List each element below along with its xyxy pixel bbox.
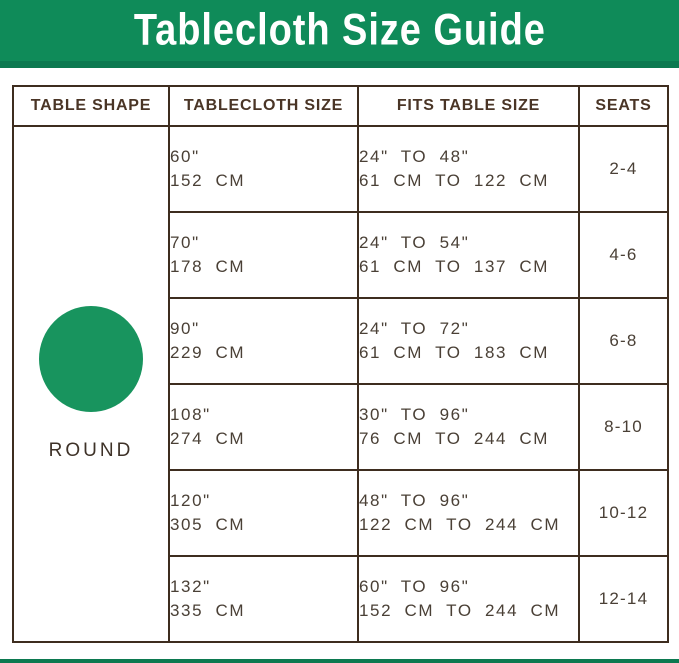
fits-inches: 30" TO 96" bbox=[359, 405, 470, 424]
size-inches: 108" bbox=[170, 405, 211, 424]
seats-cell bbox=[579, 470, 668, 556]
size-inches: 70" bbox=[170, 233, 200, 252]
size-guide-table bbox=[12, 85, 669, 643]
column-header-tablecloth-size: TABLECLOTH SIZE bbox=[169, 86, 358, 126]
seats-cell bbox=[579, 384, 668, 470]
seats-cell bbox=[579, 298, 668, 384]
fits-inches: 24" TO 72" bbox=[359, 319, 470, 338]
tablecloth-size-cell bbox=[169, 126, 358, 212]
fits-cm: 122 CM TO 244 CM bbox=[359, 515, 561, 534]
table-shape-cell bbox=[13, 126, 169, 642]
fits-table-size-cell bbox=[358, 212, 579, 298]
tablecloth-size-cell bbox=[169, 212, 358, 298]
column-header-seats: SEATS bbox=[579, 86, 668, 126]
header-row bbox=[13, 86, 668, 126]
fits-inches: 60" TO 96" bbox=[359, 577, 470, 596]
column-header-fits-table-size: FITS TABLE SIZE bbox=[358, 86, 579, 126]
size-inches: 132" bbox=[170, 577, 211, 596]
fits-table-size-cell bbox=[358, 298, 579, 384]
size-cm: 152 CM bbox=[170, 171, 246, 190]
size-guide-table-wrapper bbox=[12, 85, 667, 643]
size-inches: 60" bbox=[170, 147, 200, 166]
fits-table-size-cell bbox=[358, 384, 579, 470]
fits-cm: 61 CM TO 183 CM bbox=[359, 343, 550, 362]
fits-cm: 61 CM TO 122 CM bbox=[359, 171, 550, 190]
title-banner bbox=[0, 0, 679, 68]
column-header-table-shape: TABLE SHAPE bbox=[13, 86, 169, 126]
seats-value: 12-14 bbox=[598, 589, 649, 608]
size-cm: 335 CM bbox=[170, 601, 246, 620]
fits-inches: 48" TO 96" bbox=[359, 491, 470, 510]
seats-value: 4-6 bbox=[609, 245, 638, 264]
seats-cell bbox=[579, 126, 668, 212]
seats-value: 2-4 bbox=[609, 159, 638, 178]
seats-cell bbox=[579, 556, 668, 642]
footer-accent-bar bbox=[0, 659, 679, 663]
fits-inches: 24" TO 54" bbox=[359, 233, 470, 252]
fits-cm: 152 CM TO 244 CM bbox=[359, 601, 561, 620]
round-circle-icon bbox=[39, 306, 143, 412]
fits-table-size-cell bbox=[358, 470, 579, 556]
page-title: Tablecloth Size Guide bbox=[133, 5, 546, 55]
fits-inches: 24" TO 48" bbox=[359, 147, 470, 166]
fits-table-size-cell bbox=[358, 126, 579, 212]
seats-value: 10-12 bbox=[598, 503, 649, 522]
size-cm: 229 CM bbox=[170, 343, 246, 362]
fits-table-size-cell bbox=[358, 556, 579, 642]
seats-cell bbox=[579, 212, 668, 298]
tablecloth-size-cell bbox=[169, 298, 358, 384]
size-cm: 178 CM bbox=[170, 257, 246, 276]
table-row bbox=[13, 126, 668, 212]
fits-cm: 61 CM TO 137 CM bbox=[359, 257, 550, 276]
shape-label: ROUND bbox=[48, 440, 134, 461]
size-inches: 90" bbox=[170, 319, 200, 338]
tablecloth-size-cell bbox=[169, 470, 358, 556]
seats-value: 8-10 bbox=[604, 417, 643, 436]
tablecloth-size-cell bbox=[169, 556, 358, 642]
size-cm: 274 CM bbox=[170, 429, 246, 448]
seats-value: 6-8 bbox=[609, 331, 638, 350]
size-inches: 120" bbox=[170, 491, 211, 510]
tablecloth-size-cell bbox=[169, 384, 358, 470]
fits-cm: 76 CM TO 244 CM bbox=[359, 429, 550, 448]
size-cm: 305 CM bbox=[170, 515, 246, 534]
